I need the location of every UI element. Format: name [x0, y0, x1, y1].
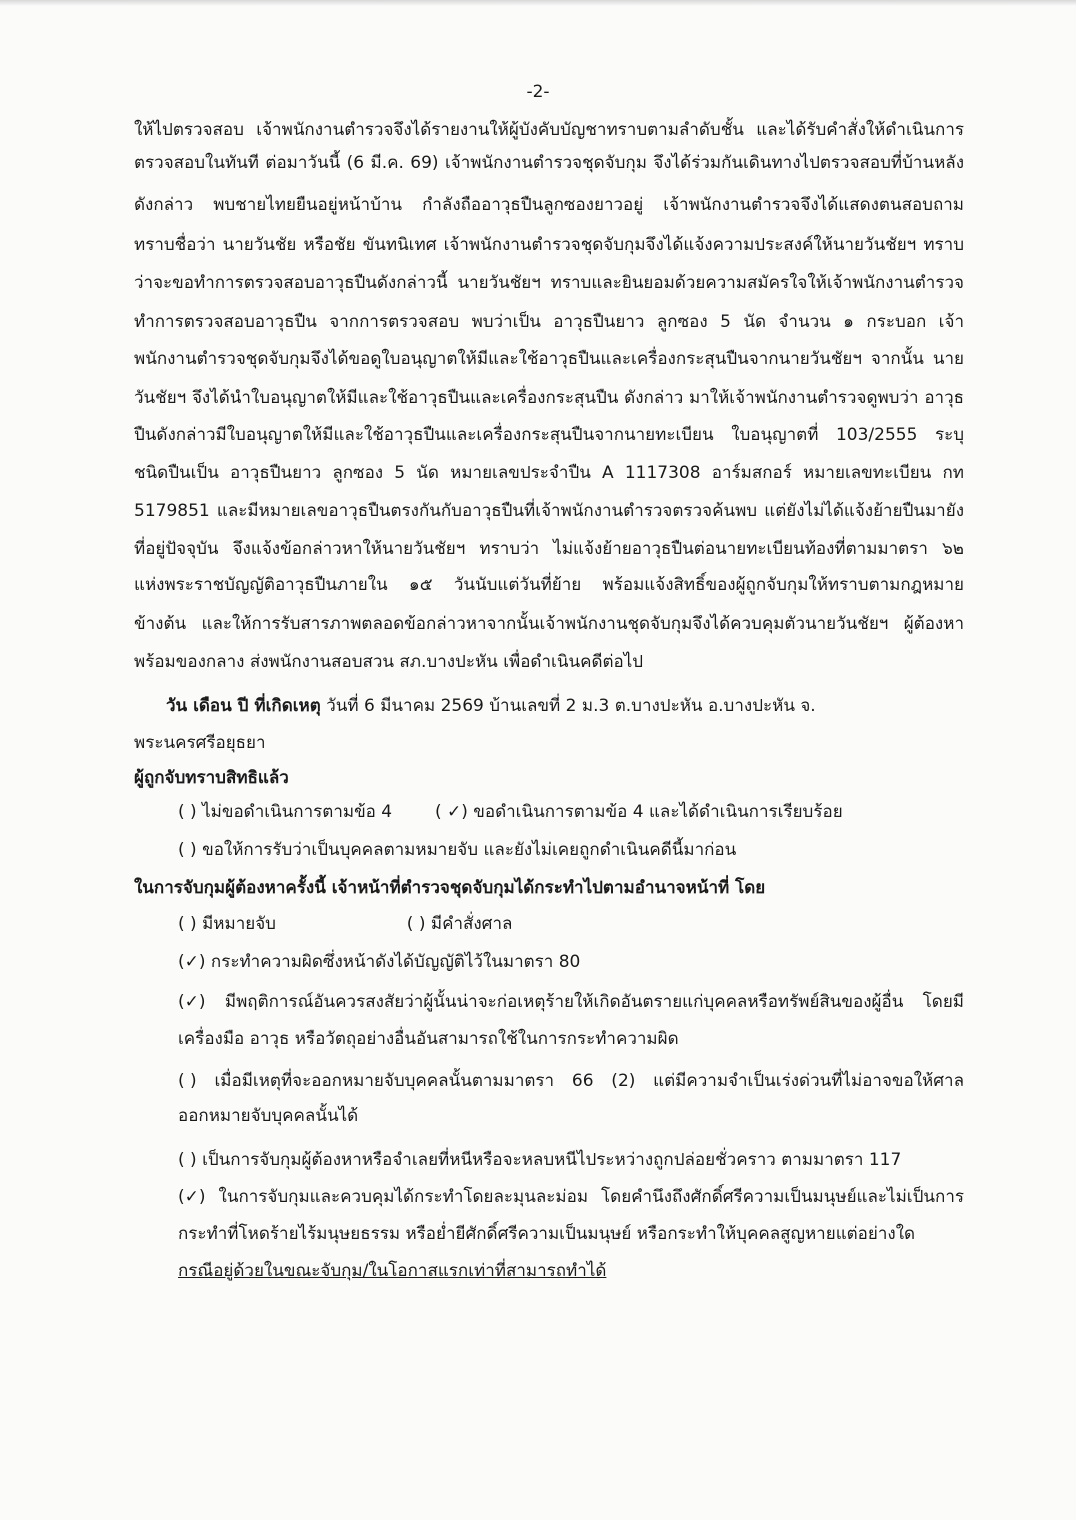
paragraph-line: ทำการตรวจสอบอาวุธปืน จากการตรวจสอบ พบว่าเป็น อาวุธปืนยาว ลูกซอง 5 นัด จำนวน ๑ กระบอก เจ้า: [134, 312, 964, 332]
bail-label: เป็นการจับกุมผู้ต้องหาหรือจำเลยที่หนีหรือจะหลบหนีไประหว่างถูกปล่อยชั่วคราว ตามมาตรา 117: [202, 1150, 902, 1170]
arrest-option-row: [178, 950, 964, 974]
arrest-option-row: [178, 912, 964, 936]
humane-label-underlined: กรณีอยู่ด้วยในขณะจับกุม/ในโอกาสแรกเท่าที่สามารถทำได้: [178, 1261, 607, 1281]
arrest-option-row: [178, 1185, 964, 1209]
suspicious-checkbox[interactable]: (✓): [178, 992, 206, 1012]
urgent-label: เมื่อมีเหตุที่จะออกหมายจับบุคคลนั้นตามมาตรา 66 (2) แต่มีความจำเป็นเร่งด่วนที่ไม่อาจขอให้ศาล: [214, 1071, 965, 1091]
paragraph-line: แห่งพระราชบัญญัติอาวุธปืนภายใน ๑๕ วันนับแต่วันที่ย้าย พร้อมแจ้งสิทธิ์ของผู้ถูกจับกุมให้ทราบตามกฎหมาย: [134, 575, 964, 595]
rights-option-row: [178, 838, 964, 862]
paragraph-line: ให้ไปตรวจสอบ เจ้าพนักงานตำรวจจึงได้รายงานให้ผู้บังคับบัญชาทราบตามลำดับชั้น และได้รับคำสั่งให้ดำเนินการ: [134, 120, 964, 140]
arrest-option-row: [178, 990, 964, 1014]
rights-option-3-label: ขอให้การรับว่าเป็นบุคคลตามหมายจับ และยังไม่เคยถูกดำเนินคดีนี้มาก่อน: [202, 840, 737, 860]
arrest-heading: ในการจับกุมผู้ต้องหาครั้งนี้ เจ้าหน้าที่ตำรวจชุดจับกุมได้กระทำไปตามอำนาจหน้าที่ โดย: [134, 878, 766, 898]
rights-option-3-checkbox[interactable]: ( ): [178, 840, 197, 860]
paragraph-line: ที่อยู่ปัจจุบัน จึงแจ้งข้อกล่าวหาให้นายวันชัยฯ ทราบว่า ไม่แจ้งย้ายอาวุธปืนต่อนายทะเบียนท้องที่ตามมาตรา ๖๒: [134, 539, 964, 559]
arrest-option-row: [178, 1148, 964, 1172]
urgent-label-cont: ออกหมายจับบุคคลนั้นได้: [178, 1106, 359, 1126]
flagrant-checkbox[interactable]: (✓): [178, 952, 206, 972]
rights-option-2-checkbox[interactable]: ( ✓): [434, 802, 468, 822]
paragraph-line: วันชัยฯ จึงได้นำใบอนุญาตให้มีและใช้อาวุธปืนและเครื่องกระสุนปืน ดังกล่าว มาให้เจ้าพนักงานตำรวจดูพบว่า อาวุธ: [134, 388, 964, 408]
court-order-label: มีคำสั่งศาล: [430, 914, 513, 934]
rights-option-1-label: ไม่ขอดำเนินการตามข้อ 4: [202, 802, 393, 822]
paragraph-line: ปืนดังกล่าวมีใบอนุญาตให้มีและใช้อาวุธปืนและเครื่องกระสุนปืนจากนายทะเบียน ใบอนุญาตที่ 103/2555 ระบุ: [134, 425, 964, 445]
paragraph-line: ว่าจะขอทำการตรวจสอบอาวุธปืนดังกล่าวนี้ นายวันชัยฯ ทราบและยินยอมด้วยความสมัครใจให้เจ้าพนักงานตำรวจ: [134, 273, 964, 293]
incident-province: พระนครศรีอยุธยา: [134, 733, 266, 753]
humane-label: ในการจับกุมและควบคุมได้กระทำโดยละมุนละม่อม โดยคำนึงถึงศักดิ์ศรีความเป็นมนุษย์และไม่เป็นการ: [218, 1187, 964, 1207]
paragraph-line: 5179851 และมีหมายเลขอาวุธปืนตรงกันกับอาวุธปืนที่เจ้าพนักงานตำรวจตรวจค้นพบ แต่ยังไม่ได้แจ้งย้ายปืนมายัง: [134, 501, 964, 521]
humane-checkbox[interactable]: (✓): [178, 1187, 206, 1207]
suspicious-label: มีพฤติการณ์อันควรสงสัยว่าผู้นั้นน่าจะก่อเหตุร้ายให้เกิดอันตรายแก่บุคคลหรือทรัพย์สินของผู้อื่น โดยมี: [224, 992, 964, 1012]
paragraph-line: พร้อมของกลาง ส่งพนักงานสอบสวน สภ.บางปะหัน เพื่อดำเนินคดีต่อไป: [134, 652, 644, 672]
paragraph-line: พนักงานตำรวจชุดจับกุมจึงได้ขอดูใบอนุญาตให้มีและใช้อาวุธปืนและเครื่องกระสุนปืนจากนายวันชัยฯ จากนั้น นาย: [134, 349, 964, 369]
bail-checkbox[interactable]: ( ): [178, 1150, 197, 1170]
urgent-checkbox[interactable]: ( ): [178, 1071, 197, 1091]
page-number: -2-: [526, 82, 550, 102]
incident-line: [166, 694, 964, 718]
rights-option-1-checkbox[interactable]: ( ): [178, 802, 197, 822]
court-order-checkbox[interactable]: ( ): [406, 914, 426, 934]
arrest-option-row: [178, 1069, 964, 1093]
paragraph-line: ตรวจสอบในทันที ต่อมาวันนี้ (6 มี.ค. 69) เจ้าพนักงานตำรวจชุดจับกุม จึงได้ร่วมกันเดินทางไปตรวจสอบที่บ้านหลัง: [134, 153, 964, 173]
rights-heading: ผู้ถูกจับทราบสิทธิแล้ว: [134, 768, 289, 788]
humane-label-cont: กระทำที่โหดร้ายไร้มนุษยธรรม หรือย่ำยีศักดิ์ศรีความเป็นมนุษย์ หรือกระทำให้บุคคลสูญหายแต่อย่างใด: [178, 1224, 916, 1244]
paragraph-line: ชนิดปืนเป็น อาวุธปืนยาว ลูกซอง 5 นัด หมายเลขประจำปืน A 1117308 อาร์มสกอร์ หมายเลขทะเบียน กท: [134, 463, 964, 483]
paragraph-line: ข้างต้น และให้การรับสารภาพตลอดข้อกล่าวหาจากนั้นเจ้าพนักงานชุดจับกุมจึงได้ควบคุมตัวนายวันชัยฯ ผู้ต้องหา: [134, 614, 964, 634]
warrant-checkbox[interactable]: ( ): [178, 914, 197, 934]
incident-label: วัน เดือน ปี ที่เกิดเหตุ: [166, 696, 321, 716]
rights-option-row: [178, 800, 964, 824]
incident-details: วันที่ 6 มีนาคม 2569 บ้านเลขที่ 2 ม.3 ต.บางปะหัน อ.บางปะหัน จ.: [326, 696, 816, 716]
suspicious-label-cont: เครื่องมือ อาวุธ หรือวัตถุอย่างอื่นอันสามารถใช้ในการกระทำความผิด: [178, 1029, 679, 1049]
paragraph-line: ทราบชื่อว่า นายวันชัย หรือชัย ขันทนิเทศ เจ้าพนักงานตำรวจชุดจับกุมจึงได้แจ้งความประสงค์ให้นายวันชัยฯ ทราบ: [134, 235, 964, 255]
flagrant-label: กระทำความผิดซึ่งหน้าดังได้บัญญัติไว้ในมาตรา 80: [210, 952, 581, 972]
scan-edge: [0, 0, 1076, 6]
warrant-label: มีหมายจับ: [202, 914, 276, 934]
rights-option-2-label: ขอดำเนินการตามข้อ 4 และได้ดำเนินการเรียบร้อย: [473, 802, 843, 822]
paragraph-line: ดังกล่าว พบชายไทยยืนอยู่หน้าบ้าน กำลังถืออาวุธปืนลูกซองยาวอยู่ เจ้าพนักงานตำรวจจึงได้แสดงตนสอบถาม: [134, 195, 964, 215]
